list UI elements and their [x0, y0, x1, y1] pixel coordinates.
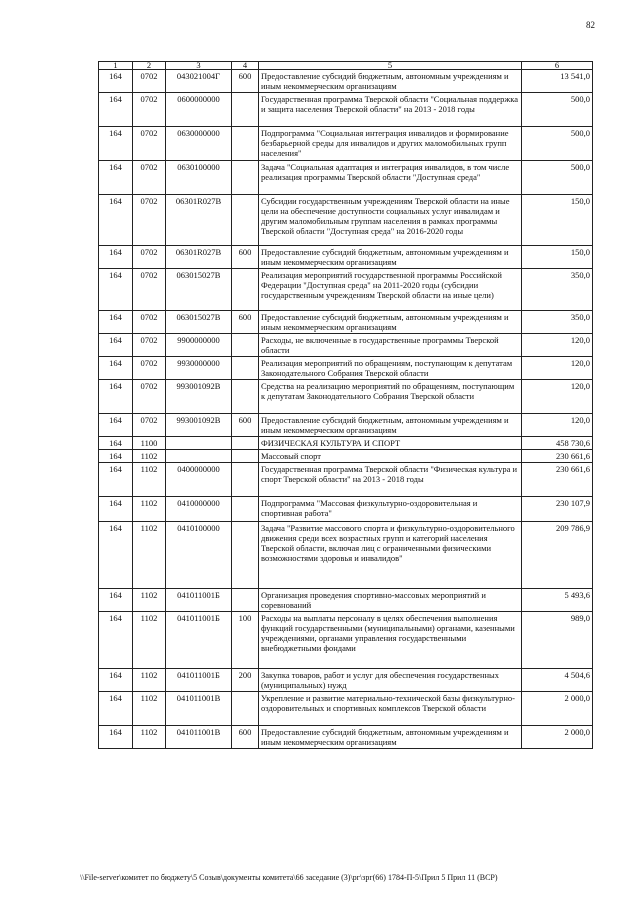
table-cell: 0600000000	[166, 93, 232, 127]
table-cell: 1100	[133, 437, 166, 450]
table-cell	[232, 692, 259, 726]
table-cell: 0630000000	[166, 127, 232, 161]
table-cell: 164	[99, 437, 133, 450]
table-row	[99, 589, 593, 612]
table-cell	[166, 450, 232, 463]
table-row	[99, 93, 593, 127]
table-row	[99, 450, 593, 463]
table-cell: 13 541,0	[522, 70, 593, 93]
table-cell	[232, 269, 259, 311]
table-cell	[232, 463, 259, 497]
table-cell: 230 661,6	[522, 463, 593, 497]
table-cell: 500,0	[522, 93, 593, 127]
table-cell: 0410100000	[166, 522, 232, 589]
table-cell: 2 000,0	[522, 726, 593, 749]
table-cell: 041011001В	[166, 726, 232, 749]
table-cell: 120,0	[522, 380, 593, 414]
table-cell: 120,0	[522, 334, 593, 357]
table-cell: 164	[99, 612, 133, 669]
table-cell	[232, 589, 259, 612]
table-cell: Предоставление субсидий бюджетным, автономным учреждениям и иным некоммерческим организациям	[259, 726, 522, 749]
table-cell: 164	[99, 669, 133, 692]
table-cell: 1102	[133, 692, 166, 726]
table-row	[99, 612, 593, 669]
column-header: 5	[259, 62, 522, 70]
table-cell: 1102	[133, 669, 166, 692]
table-cell: 0702	[133, 195, 166, 246]
table-cell: 164	[99, 246, 133, 269]
table-cell	[232, 450, 259, 463]
table-cell: 0702	[133, 380, 166, 414]
table-row	[99, 246, 593, 269]
table-cell: 164	[99, 463, 133, 497]
column-header: 2	[133, 62, 166, 70]
table-cell: 164	[99, 522, 133, 589]
table-cell: Субсидии государственным учреждениям Тверской области на иные цели на обеспечение доступности социальных услуг инвалидам и другим маломобильным группам населения в рамках программы Тверской области "Доступная среда" на 2016-2020 годы	[259, 195, 522, 246]
table-cell: 200	[232, 669, 259, 692]
table-cell: 164	[99, 161, 133, 195]
table-cell: 993001092В	[166, 414, 232, 437]
table-cell: 500,0	[522, 127, 593, 161]
table-cell: 458 730,6	[522, 437, 593, 450]
table-cell: 164	[99, 450, 133, 463]
table-cell: Подпрограмма "Социальная интеграция инвалидов и формирование безбарьерной среды для инвалидов и других маломобильных групп населения"	[259, 127, 522, 161]
table-cell: ФИЗИЧЕСКАЯ КУЛЬТУРА И СПОРТ	[259, 437, 522, 450]
table-cell: 0400000000	[166, 463, 232, 497]
budget-table	[98, 61, 593, 749]
table-cell: 1102	[133, 726, 166, 749]
table-cell: Реализация мероприятий по обращениям, поступающим к депутатам Законодательного Собрания Тверской области	[259, 357, 522, 380]
table-cell: 120,0	[522, 357, 593, 380]
table-cell: Средства на реализацию мероприятий по обращениям, поступающим к депутатам Законодательного Собрания Тверской области	[259, 380, 522, 414]
table-cell: 0410000000	[166, 497, 232, 522]
table-cell	[232, 195, 259, 246]
table-cell: Расходы, не включенные в государственные программы Тверской области	[259, 334, 522, 357]
table-cell: 4 504,6	[522, 669, 593, 692]
table-cell: 150,0	[522, 246, 593, 269]
table-cell: 600	[232, 311, 259, 334]
table-cell: 230 107,9	[522, 497, 593, 522]
table-cell	[232, 127, 259, 161]
table-cell: 0702	[133, 127, 166, 161]
table-row	[99, 669, 593, 692]
table-cell: 9900000000	[166, 334, 232, 357]
table-cell	[232, 380, 259, 414]
table-cell: 350,0	[522, 311, 593, 334]
table-cell: 1102	[133, 450, 166, 463]
page-number: 82	[586, 20, 595, 30]
table-row	[99, 70, 593, 93]
table-cell: 041011001Б	[166, 589, 232, 612]
column-header: 4	[232, 62, 259, 70]
file-path-footer: \\File-server\комитет по бюджету\5 Созыв\документы комитета\66 заседание (3)\рг\зрг(66) 1784-П-5\Прил 5 Прил 11 (ВСР)	[80, 873, 498, 882]
table-cell	[232, 437, 259, 450]
table-cell: 100	[232, 612, 259, 669]
table-cell: 350,0	[522, 269, 593, 311]
table-cell: 1102	[133, 463, 166, 497]
table-row	[99, 357, 593, 380]
table-row	[99, 334, 593, 357]
table-cell: 0702	[133, 334, 166, 357]
table-cell: 1102	[133, 612, 166, 669]
table-cell: 041011001Б	[166, 669, 232, 692]
table-cell: 164	[99, 726, 133, 749]
table-cell: Задача "Социальная адаптация и интеграция инвалидов, в том числе реализация программы Тверской области "Доступная среда"	[259, 161, 522, 195]
table-cell: 164	[99, 589, 133, 612]
table-cell: 164	[99, 311, 133, 334]
table-row	[99, 437, 593, 450]
table-cell: Укрепление и развитие материально-технической базы физкультурно-оздоровительных и спортивных комплексов Тверской области	[259, 692, 522, 726]
table-cell: 0702	[133, 269, 166, 311]
table-cell	[232, 522, 259, 589]
table-cell: 164	[99, 414, 133, 437]
table-cell: 06301R027В	[166, 246, 232, 269]
table-cell	[232, 497, 259, 522]
table-row	[99, 414, 593, 437]
table-cell: 1102	[133, 589, 166, 612]
table-cell: 164	[99, 127, 133, 161]
table-cell: Государственная программа Тверской области "Физическая культура и спорт Тверской области" на 2013 - 2018 годы	[259, 463, 522, 497]
table-cell: 0702	[133, 70, 166, 93]
table-row	[99, 127, 593, 161]
table-cell: 209 786,9	[522, 522, 593, 589]
table-cell: 164	[99, 497, 133, 522]
table-cell: 989,0	[522, 612, 593, 669]
table-cell: Предоставление субсидий бюджетным, автономным учреждениям и иным некоммерческим организациям	[259, 311, 522, 334]
table-cell: Реализация мероприятий государственной программы Российской Федерации "Доступная среда" на 2011-2020 годы (субсидии государственным учреждениям Тверской области на иные цели)	[259, 269, 522, 311]
table-cell: Организация проведения спортивно-массовых мероприятий и соревнований	[259, 589, 522, 612]
table-cell: 0702	[133, 357, 166, 380]
table-cell: 063015027В	[166, 269, 232, 311]
table-cell: Предоставление субсидий бюджетным, автономным учреждениям и иным некоммерческим организациям	[259, 414, 522, 437]
table-cell: 164	[99, 70, 133, 93]
table-cell: Предоставление субсидий бюджетным, автономным учреждениям и иным некоммерческим организациям	[259, 246, 522, 269]
table-cell: 164	[99, 357, 133, 380]
table-row	[99, 692, 593, 726]
table-row	[99, 195, 593, 246]
table-cell: 2 000,0	[522, 692, 593, 726]
table-row	[99, 497, 593, 522]
table-cell: Массовый спорт	[259, 450, 522, 463]
table-cell	[166, 437, 232, 450]
table-cell: 150,0	[522, 195, 593, 246]
table-cell: 164	[99, 692, 133, 726]
table-cell: 164	[99, 195, 133, 246]
table-cell: 600	[232, 726, 259, 749]
table-cell: 993001092В	[166, 380, 232, 414]
table-cell: 0702	[133, 161, 166, 195]
table-cell: 164	[99, 269, 133, 311]
table-cell: 164	[99, 334, 133, 357]
table-cell: 0702	[133, 246, 166, 269]
table-cell: Государственная программа Тверской области "Социальная поддержка и защита населения Тверской области" на 2013 - 2018 годы	[259, 93, 522, 127]
table-cell: 043021004Г	[166, 70, 232, 93]
table-cell	[232, 334, 259, 357]
table-cell: 0702	[133, 93, 166, 127]
table-cell: Подпрограмма "Массовая физкультурно-оздоровительная и спортивная работа"	[259, 497, 522, 522]
table-cell: 600	[232, 70, 259, 93]
table-cell	[232, 357, 259, 380]
header-row	[99, 62, 593, 70]
table-cell: 164	[99, 93, 133, 127]
table-cell	[232, 161, 259, 195]
table-cell: 500,0	[522, 161, 593, 195]
table-cell: Закупка товаров, работ и услуг для обеспечения государственных (муниципальных) нужд	[259, 669, 522, 692]
table-cell	[232, 93, 259, 127]
table-cell: 0702	[133, 414, 166, 437]
table-cell: Расходы на выплаты персоналу в целях обеспечения выполнения функций государственными (муниципальными) органами, казенными учреждениями, органами управления государственными внебюджетными фондами	[259, 612, 522, 669]
table-cell: 1102	[133, 497, 166, 522]
table-row	[99, 161, 593, 195]
table-cell: 5 493,6	[522, 589, 593, 612]
table-row	[99, 380, 593, 414]
table-cell: 9930000000	[166, 357, 232, 380]
table-row	[99, 726, 593, 749]
table-cell: 600	[232, 414, 259, 437]
table-cell: 0702	[133, 311, 166, 334]
table-cell: 0630100000	[166, 161, 232, 195]
table-cell: 06301R027В	[166, 195, 232, 246]
table-cell: 063015027В	[166, 311, 232, 334]
table-row	[99, 269, 593, 311]
table-cell: 120,0	[522, 414, 593, 437]
column-header: 6	[522, 62, 593, 70]
table-cell: 600	[232, 246, 259, 269]
table-cell: 164	[99, 380, 133, 414]
table-cell: 1102	[133, 522, 166, 589]
column-header: 1	[99, 62, 133, 70]
table-row	[99, 522, 593, 589]
table-row	[99, 311, 593, 334]
table-cell: 041011001В	[166, 692, 232, 726]
table-cell: Задача "Развитие массового спорта и физкультурно-оздоровительного движения среди всех возрастных групп и категорий населения Тверской области, включая лиц с ограниченными физическими возможностями здоровья и инвалидов"	[259, 522, 522, 589]
table-cell: 230 661,6	[522, 450, 593, 463]
table-row	[99, 463, 593, 497]
table-cell: 041011001Б	[166, 612, 232, 669]
table-cell: Предоставление субсидий бюджетным, автономным учреждениям и иным некоммерческим организациям	[259, 70, 522, 93]
column-header: 3	[166, 62, 232, 70]
